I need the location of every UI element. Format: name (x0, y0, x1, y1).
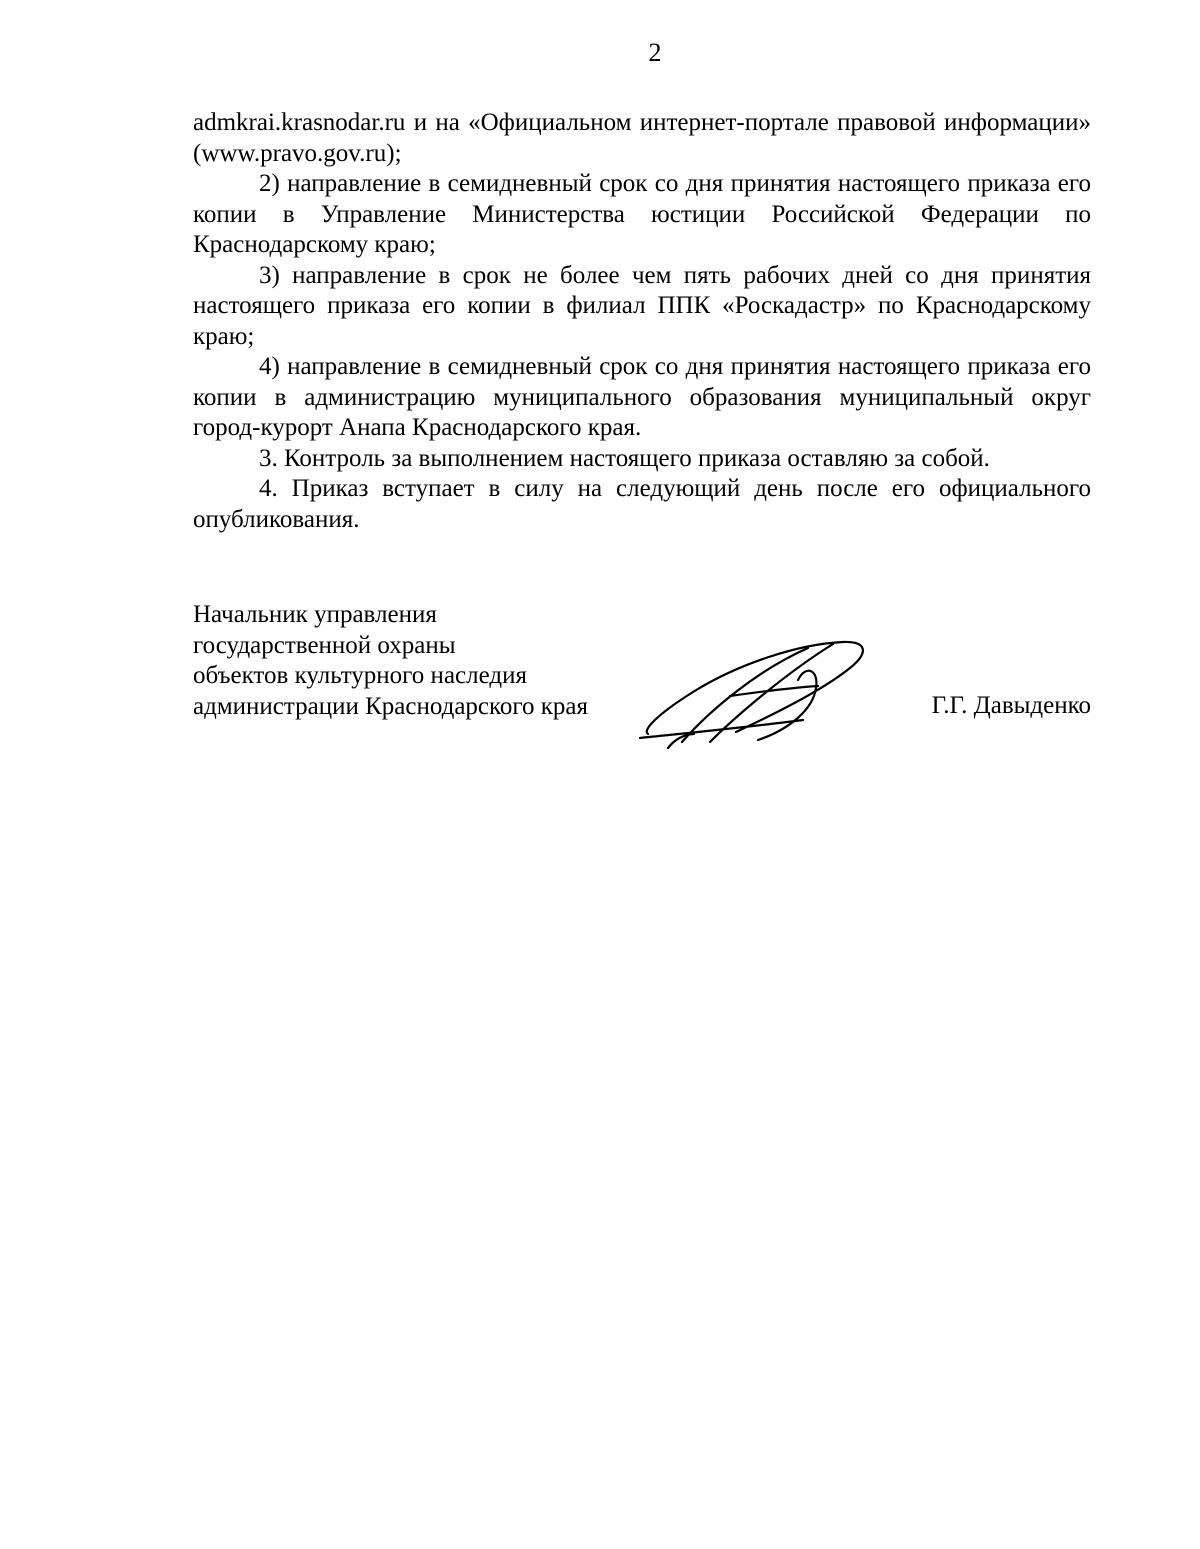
signer-position-line: Начальник управления (193, 601, 437, 628)
paragraph-item-3: 3) направление в срок не более чем пять рабочих дней со дня принятия настоящего приказа его копии в филиал ППК «Роскадастр» по Краснодарскому краю; (193, 261, 1091, 350)
signer-position-line: государственной охраны (193, 631, 456, 659)
signer-name: Г.Г. Давыденко (931, 692, 1091, 719)
signature-block (193, 600, 1091, 760)
paragraph-continuation: admkrai.krasnodar.ru и на «Официальном интернет-портале правовой информации» (www.pravo.gov.ru); (193, 109, 1091, 167)
paragraph-clause-3: 3. Контроль за выполнением настоящего приказа оставляю за собой. (259, 444, 990, 472)
paragraph-clause-4: 4. Приказ вступает в силу на следующий день после его официального опубликования. (193, 475, 1091, 533)
signer-position-line: объектов культурного наследия (193, 662, 527, 689)
handwritten-signature (638, 630, 873, 750)
paragraph-item-2: 2) направление в семидневный срок со дня принятия настоящего приказа его копии в Управление Министерства юстиции Российской Федерации по Краснодарскому краю; (193, 170, 1091, 258)
page-number: 2 (648, 38, 662, 67)
paragraph-item-4: 4) направление в семидневный срок со дня принятия настоящего приказа его копии в администрацию муниципального образования муниципальный округ город-курорт Анапа Краснодарского края. (193, 353, 1091, 441)
signer-position (193, 600, 588, 722)
signer-position-line: администрации Краснодарского края (193, 692, 589, 720)
document-body (193, 108, 1091, 535)
